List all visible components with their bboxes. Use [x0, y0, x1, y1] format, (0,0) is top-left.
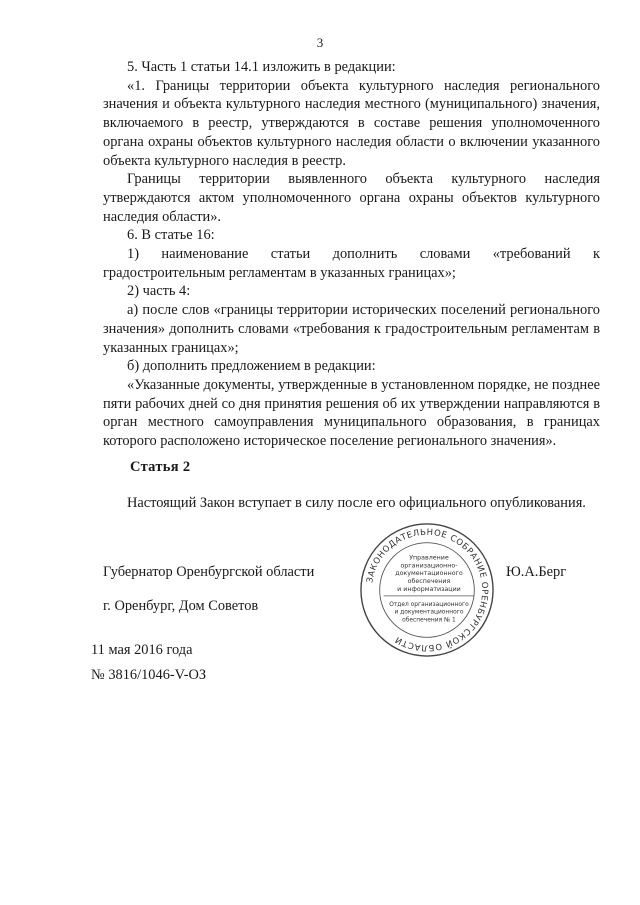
paragraph-identified-object: Границы территории выявленного объекта культурного наследия утверждаются актом уполномоченного органа охраны объектов культурного наследия области».	[103, 171, 600, 225]
page-number: 3	[316, 35, 324, 50]
seal-icon	[358, 521, 496, 659]
seal-line-1: Управление	[409, 554, 449, 562]
paragraph-subitem-2: 2) часть 4:	[127, 283, 191, 300]
official-seal	[358, 521, 496, 659]
signer-name: Ю.А.Берг	[506, 564, 567, 580]
paragraph-subitem-1: 1) наименование статьи дополнить словами «требований к градостроительным регламентам в указанных границах»;	[103, 246, 600, 281]
article-heading: Статья 2	[130, 459, 191, 475]
paragraph-new-part-1: «1. Границы территории объекта культурного наследия регионального значения и объекта культурного наследия местного (муниципального) значения, включаемого в реестр, утверждаются в составе решения уполномоченного органа охраны объектов культурного наследия области о включении указанного объекта культурного наследия в реестр.	[103, 77, 600, 169]
seal-ring-text: ЗАКОНОДАТЕЛЬНОЕ СОБРАНИЕ ОРЕНБУРГСКОЙ ОБЛАСТИ	[364, 526, 491, 654]
paragraph-inserted-sentence: «Указанные документы, утвержденные в установленном порядке, не позднее пяти рабочих дней со дня принятия решения об их утверждении направляются в орган местного самоуправления муниципального образования, в границах которого расположено историческое поселение регионального значения».	[103, 376, 600, 450]
paragraph-subitem-b: б) дополнить предложением в редакции:	[127, 358, 376, 375]
signing-place: г. Оренбург, Дом Советов	[103, 598, 259, 614]
amendment-text	[103, 58, 600, 451]
seal-line-5: и информатизации	[397, 585, 461, 593]
seal-line-8: обеспечения № 1	[402, 617, 456, 624]
signing-date: 11 мая 2016 года	[91, 642, 193, 658]
paragraph-item-5: 5. Часть 1 статьи 14.1 изложить в редакции:	[127, 59, 396, 75]
law-number: № 3816/1046-V-ОЗ	[91, 667, 207, 683]
seal-line-2: организационно-	[400, 562, 458, 570]
seal-line-4: обеспечения	[407, 578, 451, 586]
law-text-paragraph: Настоящий Закон вступает в силу после его официального опубликования.	[127, 495, 586, 511]
paragraph-item-6: 6. В статье 16:	[127, 227, 215, 244]
seal-line-7: и документационного	[394, 609, 464, 616]
law-text	[103, 494, 600, 513]
seal-line-3: документационного	[395, 570, 463, 578]
paragraph-subitem-a: а) после слов «границы территории исторических поселений регионального значения» дополнить словами «требования к градостроительным регламентам в указанных границах»;	[103, 302, 600, 356]
seal-line-6: Отдел организационного	[389, 601, 469, 608]
governor-title: Губернатор Оренбургской области	[103, 564, 315, 580]
